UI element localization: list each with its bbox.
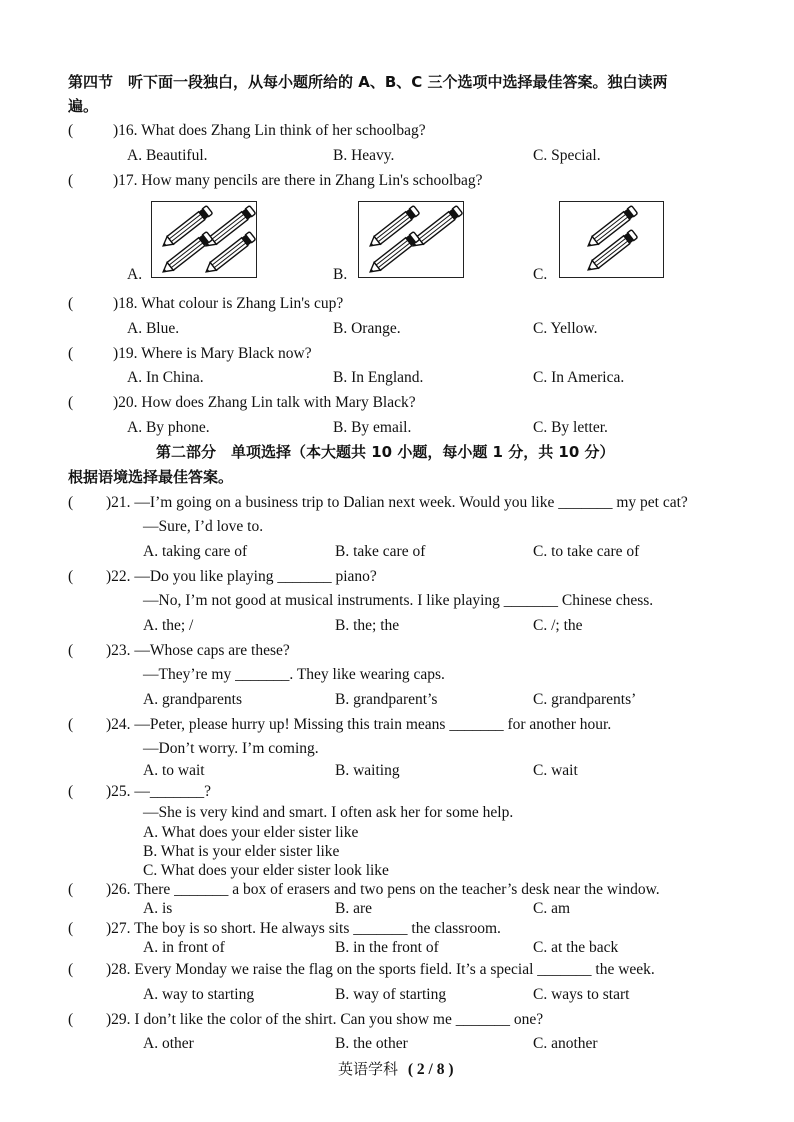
q21-option-c: C. to take care of bbox=[533, 543, 640, 560]
q18-option-a: A. Blue. bbox=[127, 320, 180, 337]
part-heading: 第二部分 单项选择（本大题共 10 小题，每小题 1 分，共 10 分） bbox=[156, 443, 615, 461]
q27-option-a: A. in front of bbox=[143, 939, 225, 956]
answer-paren[interactable]: ( bbox=[68, 642, 74, 659]
answer-paren[interactable]: ( bbox=[68, 568, 74, 585]
q17-option-c: C. bbox=[533, 266, 548, 283]
question-20-stem: )20. How does Zhang Lin talk with Mary Black? bbox=[113, 394, 416, 411]
q23-option-a: A. grandparents bbox=[143, 691, 242, 708]
q26-option-a: A. is bbox=[143, 900, 173, 917]
q18-option-c: C. Yellow. bbox=[533, 320, 598, 337]
q19-option-c: C. In America. bbox=[533, 369, 625, 386]
section-heading-cont: 遍。 bbox=[68, 97, 99, 115]
q24-option-c: C. wait bbox=[533, 762, 578, 779]
answer-paren[interactable]: ( bbox=[68, 345, 74, 362]
q21-option-a: A. taking care of bbox=[143, 543, 248, 560]
section-heading: 第四节 听下面一段独白，从每小题所给的 A、B、C 三个选项中选择最佳答案。独白读两 bbox=[68, 73, 668, 91]
answer-paren[interactable]: ( bbox=[68, 716, 74, 733]
q24-option-b: B. waiting bbox=[335, 762, 400, 779]
question-23-stem: )23. —Whose caps are these? bbox=[106, 642, 290, 659]
q23-option-b: B. grandparent’s bbox=[335, 691, 438, 708]
question-29-stem: )29. I don’t like the color of the shirt. Can you show me _______ one? bbox=[106, 1011, 544, 1028]
question-18-stem: )18. What colour is Zhang Lin's cup? bbox=[113, 295, 344, 312]
q28-option-a: A. way to starting bbox=[143, 986, 255, 1003]
answer-paren[interactable]: ( bbox=[68, 172, 74, 189]
question-25-stem: )25. —_______? bbox=[106, 783, 212, 800]
q22-option-a: A. the; / bbox=[143, 617, 194, 634]
question-26-stem: )26. There _______ a box of erasers and two pens on the teacher’s desk near the window. bbox=[106, 881, 660, 898]
question-24-reply: —Don’t worry. I’m coming. bbox=[143, 740, 319, 757]
q26-option-c: C. am bbox=[533, 900, 571, 917]
answer-paren[interactable]: ( bbox=[68, 122, 74, 139]
q24-option-a: A. to wait bbox=[143, 762, 205, 779]
question-22-reply: —No, I’m not good at musical instruments. I like playing _______ Chinese chess. bbox=[143, 592, 654, 609]
q27-option-c: C. at the back bbox=[533, 939, 619, 956]
footer-subject: 英语学科 bbox=[338, 1060, 399, 1078]
q27-option-b: B. in the front of bbox=[335, 939, 439, 956]
q19-option-b: B. In England. bbox=[333, 369, 424, 386]
q28-option-c: C. ways to start bbox=[533, 986, 630, 1003]
question-21-reply: —Sure, I’d love to. bbox=[143, 518, 264, 535]
q20-option-a: A. By phone. bbox=[127, 419, 210, 436]
q29-option-c: C. another bbox=[533, 1035, 598, 1052]
q25-option-a: A. What does your elder sister like bbox=[143, 824, 359, 841]
q22-option-b: B. the; the bbox=[335, 617, 400, 634]
answer-paren[interactable]: ( bbox=[68, 783, 74, 800]
q16-option-b: B. Heavy. bbox=[333, 147, 395, 164]
part-instruction: 根据语境选择最佳答案。 bbox=[68, 468, 234, 486]
q26-option-b: B. are bbox=[335, 900, 373, 917]
answer-paren[interactable]: ( bbox=[68, 961, 74, 978]
q25-option-c: C. What does your elder sister look like bbox=[143, 862, 389, 879]
q25-option-b: B. What is your elder sister like bbox=[143, 843, 340, 860]
question-23-reply: —They’re my _______. They like wearing caps. bbox=[143, 666, 445, 683]
q28-option-b: B. way of starting bbox=[335, 986, 447, 1003]
q17-option-a: A. bbox=[127, 266, 143, 283]
question-16-stem: )16. What does Zhang Lin think of her schoolbag? bbox=[113, 122, 426, 139]
answer-paren[interactable]: ( bbox=[68, 394, 74, 411]
q17-picture-a bbox=[151, 201, 257, 278]
question-22-stem: )22. —Do you like playing _______ piano? bbox=[106, 568, 377, 585]
q20-option-c: C. By letter. bbox=[533, 419, 608, 436]
q19-option-a: A. In China. bbox=[127, 369, 204, 386]
q29-option-b: B. the other bbox=[335, 1035, 408, 1052]
q17-picture-c bbox=[559, 201, 664, 278]
q23-option-c: C. grandparents’ bbox=[533, 691, 637, 708]
page-footer bbox=[338, 1060, 454, 1079]
question-21-stem: )21. —I’m going on a business trip to Dalian next week. Would you like _______ my pet cat? bbox=[106, 494, 688, 511]
q20-option-b: B. By email. bbox=[333, 419, 412, 436]
q17-option-b: B. bbox=[333, 266, 348, 283]
question-28-stem: )28. Every Monday we raise the flag on the sports field. It’s a special _______ the week. bbox=[106, 961, 655, 978]
q16-option-c: C. Special. bbox=[533, 147, 601, 164]
question-19-stem: )19. Where is Mary Black now? bbox=[113, 345, 312, 362]
q17-picture-b bbox=[358, 201, 464, 278]
q16-option-a: A. Beautiful. bbox=[127, 147, 208, 164]
answer-paren[interactable]: ( bbox=[68, 494, 74, 511]
answer-paren[interactable]: ( bbox=[68, 1011, 74, 1028]
q18-option-b: B. Orange. bbox=[333, 320, 401, 337]
question-17-stem: )17. How many pencils are there in Zhang Lin's schoolbag? bbox=[113, 172, 483, 189]
question-24-stem: )24. —Peter, please hurry up! Missing this train means _______ for another hour. bbox=[106, 716, 612, 733]
page-number: ( 2 / 8 ) bbox=[407, 1061, 454, 1078]
answer-paren[interactable]: ( bbox=[68, 920, 74, 937]
question-27-stem: )27. The boy is so short. He always sits _______ the classroom. bbox=[106, 920, 501, 937]
answer-paren[interactable]: ( bbox=[68, 295, 74, 312]
q21-option-b: B. take care of bbox=[335, 543, 426, 560]
q29-option-a: A. other bbox=[143, 1035, 194, 1052]
question-25-reply: —She is very kind and smart. I often ask her for some help. bbox=[143, 804, 514, 821]
answer-paren[interactable]: ( bbox=[68, 881, 74, 898]
q22-option-c: C. /; the bbox=[533, 617, 583, 634]
